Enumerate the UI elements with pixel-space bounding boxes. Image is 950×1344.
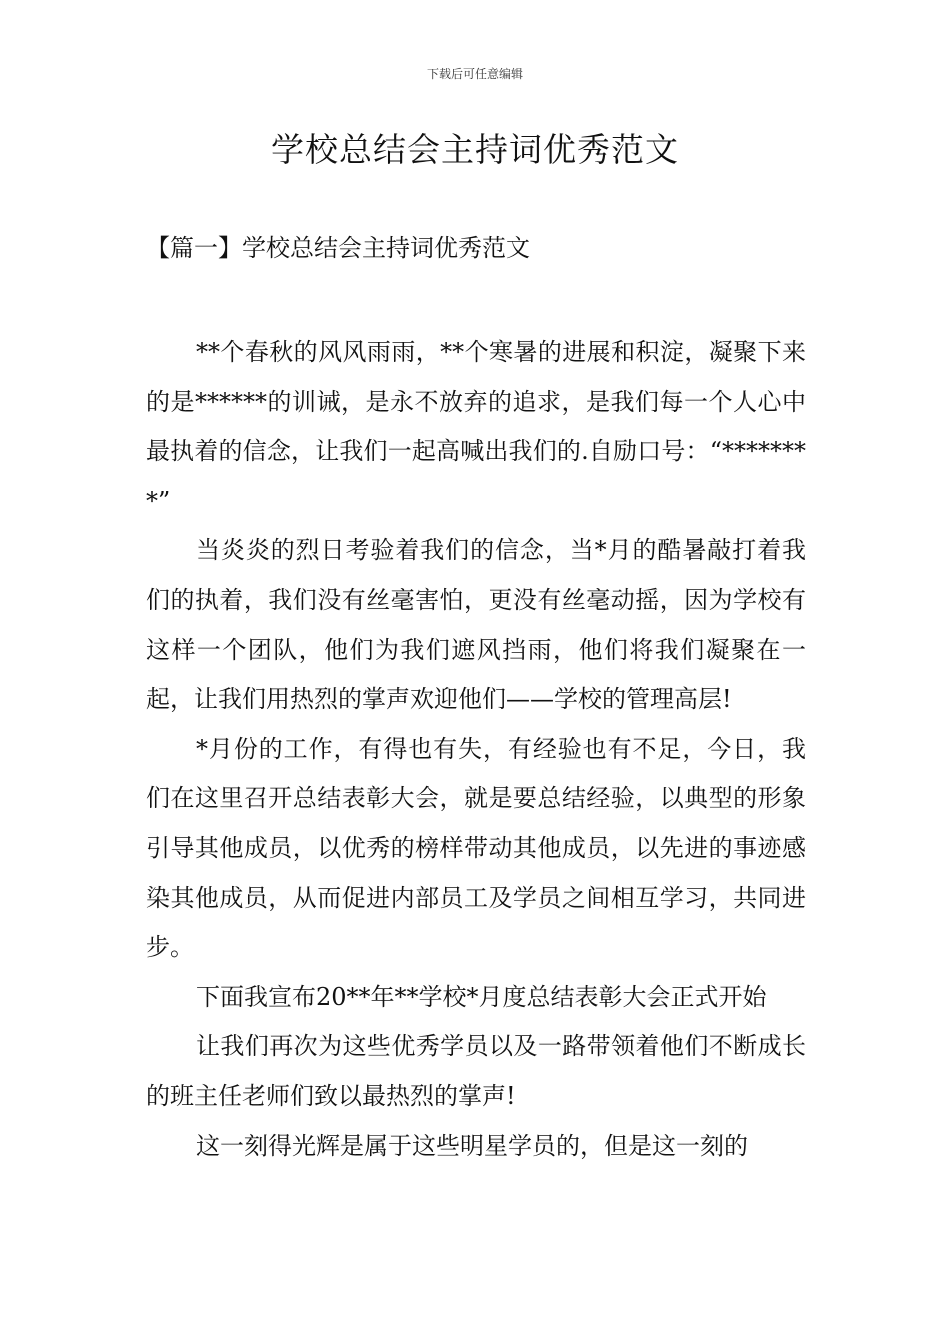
paragraph: *月份的工作，有得也有失，有经验也有不足，今日，我们在这里召开总结表彰大会，就是要总结经验，以典型的形象引导其他成员，以优秀的榜样带动其他成员，以先进的事迹感染其他成员，从而促进内部员工及学员之间相互学习，共同进步。 [146, 734, 806, 962]
paragraph: 下面我宣布20**年**学校*月度总结表彰大会正式开始 [196, 982, 767, 1011]
paragraph: 当炎炎的烈日考验着我们的信念，当*月的酷暑敲打着我们的执着，我们没有丝毫害怕，更没有丝毫动摇，因为学校有这样一个团队，他们为我们遮风挡雨，他们将我们凝聚在一起，让我们用热烈的掌声欢迎他们——学校的管理高层! [146, 536, 806, 714]
document-title: 学校总结会主持词优秀范文 [271, 130, 679, 169]
page-header-note: 下载后可任意编辑 [426, 67, 523, 81]
paragraph: 让我们再次为这些优秀学员以及一路带领着他们不断成长的班主任老师们致以最热烈的掌声! [146, 1032, 806, 1110]
paragraph: **个春秋的风风雨雨，**个寒暑的进展和积淀，凝聚下来的是******的训诫，是永不放弃的追求，是我们每一个人心中最执着的信念，让我们一起高喊出我们的.自励口号：“********” [146, 338, 806, 515]
section-heading: 【篇一】学校总结会主持词优秀范文 [146, 234, 530, 262]
paragraph: 这一刻得光辉是属于这些明星学员的，但是这一刻的 [196, 1131, 748, 1160]
document-body [146, 328, 806, 1171]
